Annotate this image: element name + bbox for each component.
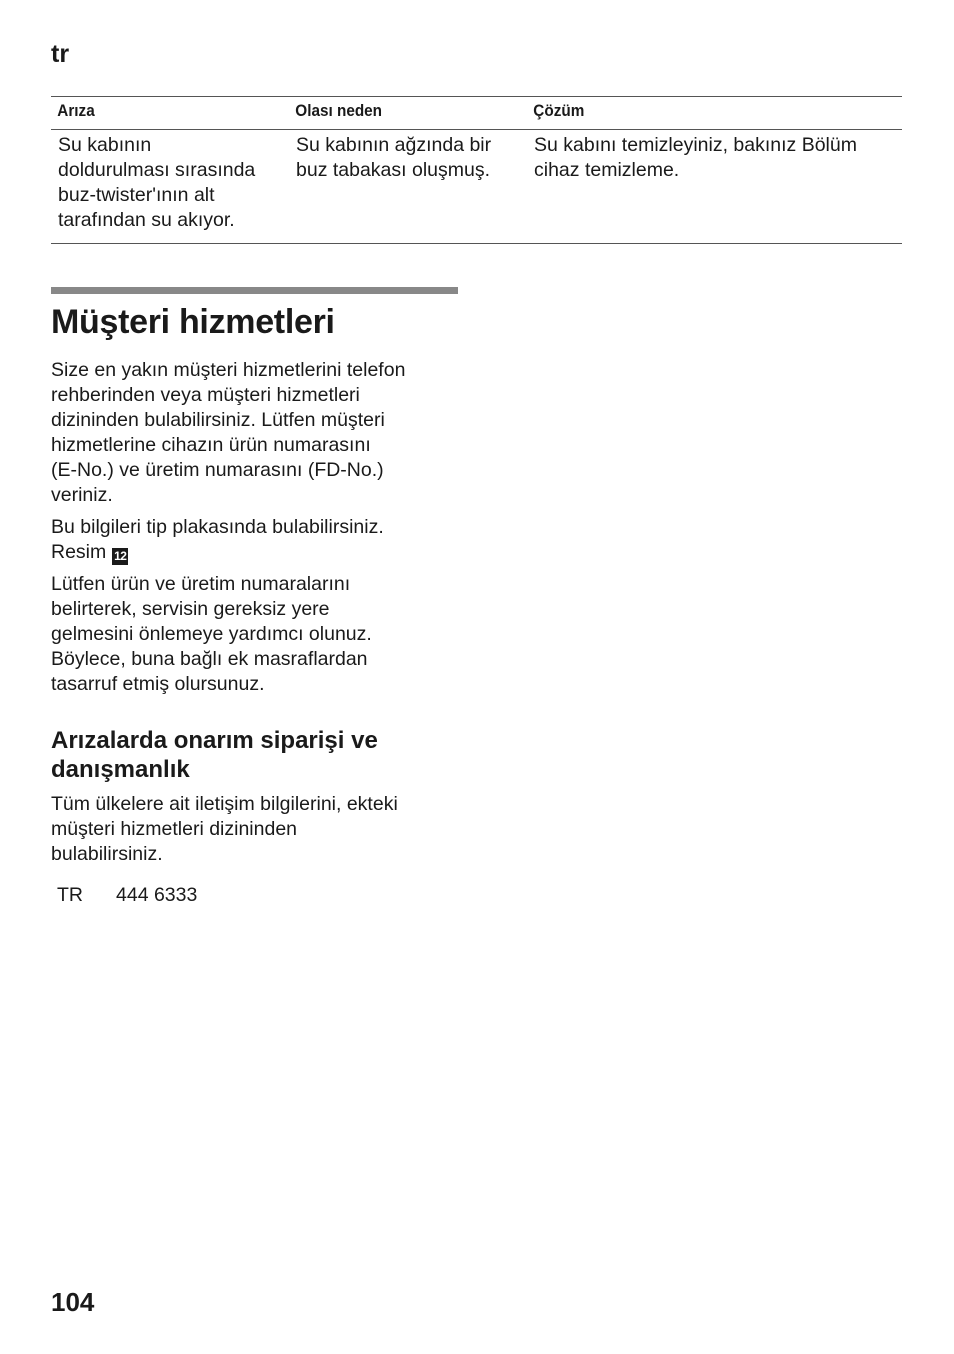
paragraph-rating-plate bbox=[51, 515, 461, 565]
troubleshooting-table bbox=[51, 96, 902, 244]
section-title: Müşteri hizmetleri bbox=[51, 303, 335, 341]
column-header-solution: Çözüm bbox=[527, 97, 865, 130]
table-cell-solution: Su kabını temizleyiniz, bakınız Bölüm cihaz temizleme. bbox=[527, 130, 902, 244]
contact-row bbox=[57, 883, 197, 908]
section-divider bbox=[51, 287, 458, 294]
subsection-title: Arızalarda onarım siparişi ve danışmanlık bbox=[51, 727, 378, 783]
page-number: 104 bbox=[51, 1287, 95, 1317]
rating-plate-text: Bu bilgileri tip plakasında bulabilirsiniz. bbox=[51, 516, 384, 538]
contact-phone: 444 6333 bbox=[116, 884, 198, 906]
paragraph-numbers-note: Lütfen ürün ve üretim numaralarını belirterek, servisin gereksiz yere gelmesini önlemeye yardımcı olunuz. Böylece, buna bağlı ek masraflardan tasarruf etmiş olursunuz. bbox=[51, 573, 372, 695]
column-header-fault: Arıza bbox=[51, 97, 265, 130]
paragraph-contact-info: Tüm ülkelere ait iletişim bilgilerini, ekteki müşteri hizmetleri dizininden bulabilirsiniz. bbox=[51, 793, 398, 865]
table-header-row bbox=[51, 97, 902, 130]
table-cell-fault: Su kabının doldurulması sırasında buz-twister'ının alt tarafından su akıyor. bbox=[51, 130, 289, 244]
language-tag: tr bbox=[51, 40, 70, 68]
paragraph-service-info: Size en yakın müşteri hizmetlerini telefon rehberinden veya müşteri hizmetleri dizininden bulabilirsiniz. Lütfen müşteri hizmetlerine cihazın ürün numarasını (E-No.) ve üretim numarasını (FD-No.) veriniz. bbox=[51, 359, 406, 506]
table-cell-cause: Su kabının ağzında bir buz tabakası oluşmuş. bbox=[289, 130, 527, 244]
table-row bbox=[51, 130, 902, 244]
figure-reference-icon: 12 bbox=[114, 549, 127, 563]
contact-country: TR bbox=[57, 884, 83, 906]
figure-label: Resim bbox=[51, 541, 107, 563]
column-header-cause: Olası neden bbox=[289, 97, 503, 130]
